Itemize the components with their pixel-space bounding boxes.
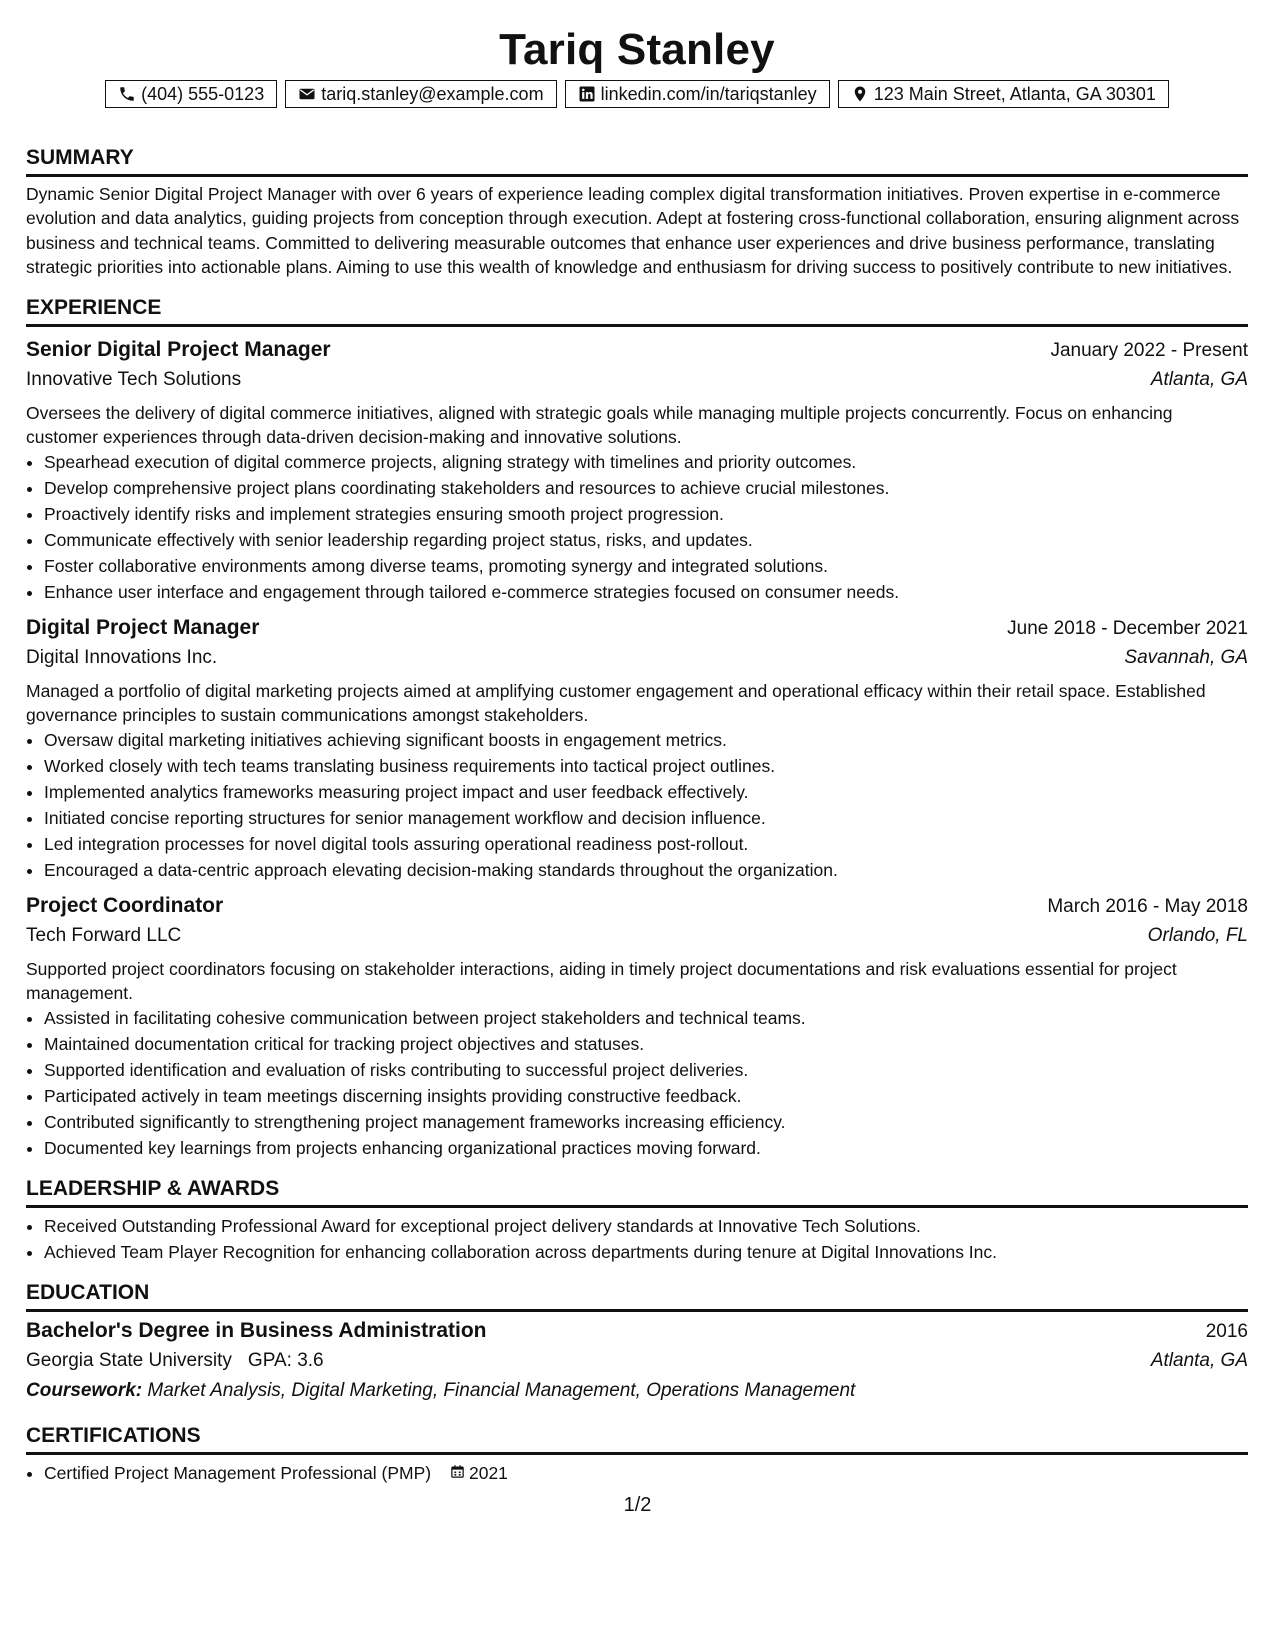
job-entry xyxy=(26,891,1248,1161)
gpa: GPA: 3.6 xyxy=(247,1349,324,1371)
education-section xyxy=(26,1279,1248,1406)
summary-section xyxy=(26,144,1248,280)
job-title: Project Coordinator xyxy=(26,893,224,917)
school-name: Georgia State University xyxy=(26,1349,232,1371)
list-item: • Documented key learnings from projects enhancing organizational practices moving forward. xyxy=(44,1135,1248,1161)
address-text: 123 Main Street, Atlanta, GA 30301 xyxy=(873,84,1156,104)
section-title: LEADERSHIP & AWARDS xyxy=(26,1175,1248,1208)
certifications-section xyxy=(26,1422,1248,1486)
list-item: • Worked closely with tech teams translating business requirements into tactical project outlines. xyxy=(44,753,1248,779)
certification-name: Certified Project Management Professional (PMP) xyxy=(44,1462,432,1483)
section-title: EDUCATION xyxy=(26,1279,1248,1312)
company-name: Tech Forward LLC xyxy=(26,924,182,946)
job-dates: June 2018 - December 2021 xyxy=(1007,617,1248,639)
leadership-section xyxy=(26,1175,1248,1265)
phone-text: (404) 555-0123 xyxy=(141,84,265,104)
job-dates: March 2016 - May 2018 xyxy=(1047,895,1248,917)
list-item: • Assisted in facilitating cohesive communication between project stakeholders and technical teams. xyxy=(44,1005,1248,1031)
coursework-list: Market Analysis, Digital Marketing, Financial Management, Operations Management xyxy=(147,1379,856,1401)
contact-linkedin[interactable] xyxy=(565,80,830,108)
graduation-year: 2016 xyxy=(1205,1320,1248,1342)
list-item: • Implemented analytics frameworks measuring project impact and user feedback effectively. xyxy=(44,779,1248,805)
list-item: • Develop comprehensive project plans coordinating stakeholders and resources to achieve crucial milestones. xyxy=(44,475,1248,501)
candidate-name: Tariq Stanley xyxy=(499,25,775,74)
coursework xyxy=(26,1376,1248,1406)
list-item: • Supported identification and evaluation of risks contributing to successful project deliveries. xyxy=(44,1057,1248,1083)
list-item: • Enhance user interface and engagement through tailored e-commerce strategies focused on consumer needs. xyxy=(44,579,1248,605)
list-item xyxy=(44,1460,1248,1486)
section-title: CERTIFICATIONS xyxy=(26,1422,1248,1455)
coursework-label: Coursework: xyxy=(26,1379,143,1401)
job-location: Atlanta, GA xyxy=(1150,368,1248,390)
contact-bar xyxy=(26,80,1248,108)
list-item: • Maintained documentation critical for tracking project objectives and statuses. xyxy=(44,1031,1248,1057)
email-text: tariq.stanley@example.com xyxy=(321,84,544,104)
certification-date xyxy=(450,1460,508,1486)
page-number: 1/2 xyxy=(623,1494,652,1516)
list-item: • Spearhead execution of digital commerce projects, aligning strategy with timelines and priority outcomes. xyxy=(44,449,1248,475)
contact-address[interactable] xyxy=(838,80,1169,108)
list-item: • Led integration processes for novel digital tools assuring operational readiness post-rollout. xyxy=(44,831,1248,857)
calendar-icon xyxy=(450,1460,465,1486)
section-title: SUMMARY xyxy=(26,144,1248,177)
list-item: • Proactively identify risks and implement strategies ensuring smooth project progression. xyxy=(44,501,1248,527)
phone-icon xyxy=(118,85,136,103)
school-location: Atlanta, GA xyxy=(1150,1349,1248,1371)
list-item: • Encouraged a data-centric approach elevating decision-making standards throughout the organization. xyxy=(44,857,1248,883)
company-name: Innovative Tech Solutions xyxy=(26,368,242,390)
list-item: • Oversaw digital marketing initiatives achieving significant boosts in engagement metrics. xyxy=(44,727,1248,753)
list-item: • Contributed significantly to strengthening project management frameworks increasing efficiency. xyxy=(44,1109,1248,1135)
list-item: • Participated actively in team meetings discerning insights providing constructive feedback. xyxy=(44,1083,1248,1109)
linkedin-text: linkedin.com/in/tariqstanley xyxy=(600,84,817,104)
list-item: • Received Outstanding Professional Award for exceptional project delivery standards at Innovative Tech Solutions. xyxy=(44,1213,1248,1239)
envelope-icon xyxy=(298,85,316,103)
linkedin-icon xyxy=(578,85,596,103)
company-name: Digital Innovations Inc. xyxy=(26,646,218,668)
job-dates: January 2022 - Present xyxy=(1050,339,1248,361)
job-title: Senior Digital Project Manager xyxy=(26,337,331,361)
list-item: • Communicate effectively with senior leadership regarding project status, risks, and updates. xyxy=(44,527,1248,553)
job-bullets xyxy=(26,1005,1248,1161)
job-description: Oversees the delivery of digital commerce initiatives, aligned with strategic goals while managing multiple projects concurrently. Focus on enhancing customer experiences through data-driven decision-making and innovative solutions. xyxy=(26,402,1173,447)
job-bullets xyxy=(26,727,1248,883)
job-location: Orlando, FL xyxy=(1147,924,1248,946)
resume-page xyxy=(26,0,1248,1486)
certification-year: 2021 xyxy=(468,1462,508,1483)
job-description: Supported project coordinators focusing on stakeholder interactions, aiding in timely project documentations and risk evaluations essential for project management. xyxy=(26,958,1177,1003)
certifications-list xyxy=(26,1460,1248,1486)
contact-phone[interactable] xyxy=(105,80,277,108)
job-location: Savannah, GA xyxy=(1124,646,1248,668)
section-title: EXPERIENCE xyxy=(26,294,1248,327)
job-description: Managed a portfolio of digital marketing projects aimed at amplifying customer engagement and operational efficacy within their retail space. Established governance principles to sustain communications amongst stakeholders. xyxy=(26,680,1206,725)
job-entry xyxy=(26,335,1248,605)
education-entry xyxy=(26,1316,1248,1406)
job-bullets xyxy=(26,449,1248,605)
job-title: Digital Project Manager xyxy=(26,615,260,639)
list-item: • Achieved Team Player Recognition for enhancing collaboration across departments during tenure at Digital Innovations Inc. xyxy=(44,1239,1248,1265)
school-name-gpa xyxy=(26,1346,324,1376)
map-pin-icon xyxy=(851,85,869,103)
degree-title: Bachelor's Degree in Business Administration xyxy=(26,1318,487,1342)
job-entry xyxy=(26,613,1248,883)
experience-section xyxy=(26,294,1248,1161)
contact-email[interactable] xyxy=(285,80,556,108)
summary-text: Dynamic Senior Digital Project Manager with over 6 years of experience leading complex digital transformation initiatives. Proven expertise in e-commerce evolution and data analytics, guiding projects from conception through execution. Adept at fostering cross-functional collaboration, ensuring alignment across business and technical teams. Committed to delivering measurable outcomes that enhance user experiences and drive business performance, translating strategic priorities into actionable plans. Aiming to use this wealth of knowledge and enthusiasm for driving success to positively contribute to new initiatives. xyxy=(26,184,1240,278)
awards-list xyxy=(26,1213,1248,1265)
list-item: • Foster collaborative environments among diverse teams, promoting synergy and integrated solutions. xyxy=(44,553,1248,579)
list-item: • Initiated concise reporting structures for senior management workflow and decision influence. xyxy=(44,805,1248,831)
